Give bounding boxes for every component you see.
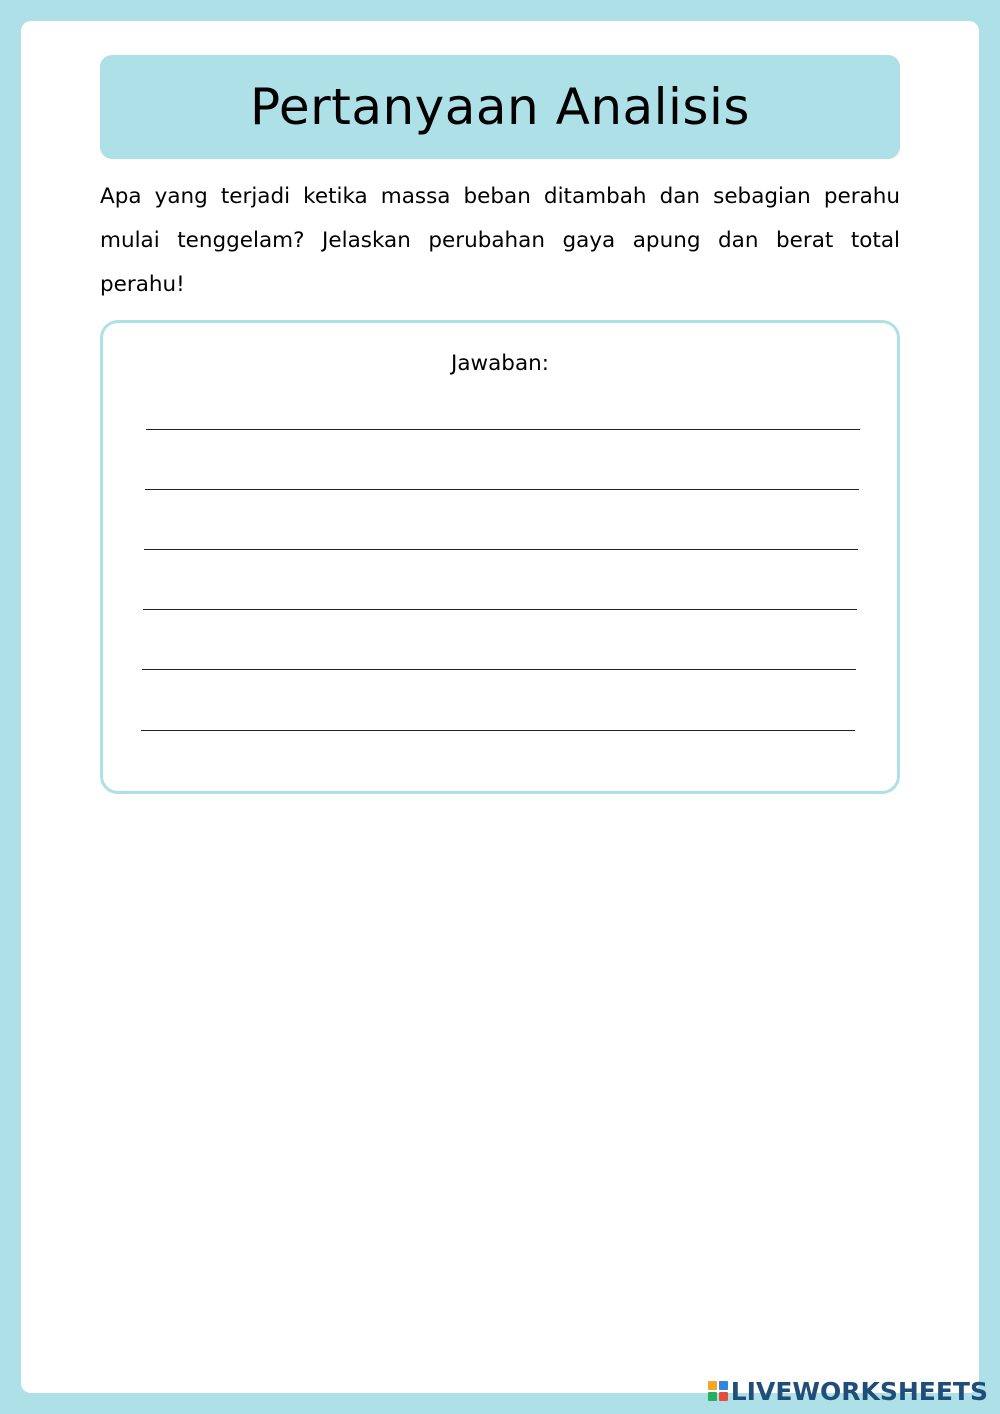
- answer-line[interactable]: [144, 549, 858, 550]
- worksheet-title: Pertanyaan Analisis: [250, 78, 750, 136]
- answer-line[interactable]: [141, 730, 855, 731]
- answer-box: [100, 320, 900, 794]
- logo-square: [719, 1392, 728, 1401]
- logo-square: [708, 1392, 717, 1401]
- liveworksheets-logo: [708, 1376, 988, 1406]
- logo-text: LIVEWORKSHEETS: [730, 1376, 988, 1406]
- answer-line[interactable]: [145, 489, 859, 490]
- logo-square: [708, 1381, 717, 1390]
- question-text: Apa yang terjadi ketika massa beban ditambah dan sebagian perahu mulai tenggelam? Jelaskan perubahan gaya apung dan berat total perahu!: [100, 184, 900, 297]
- answer-line[interactable]: [146, 429, 860, 430]
- liveworksheets-logo-icon: [708, 1381, 728, 1401]
- title-banner: [100, 55, 900, 159]
- answer-line[interactable]: [142, 669, 856, 670]
- answer-line[interactable]: [143, 609, 857, 610]
- answer-label: Jawaban:: [451, 351, 549, 376]
- logo-square: [719, 1381, 728, 1390]
